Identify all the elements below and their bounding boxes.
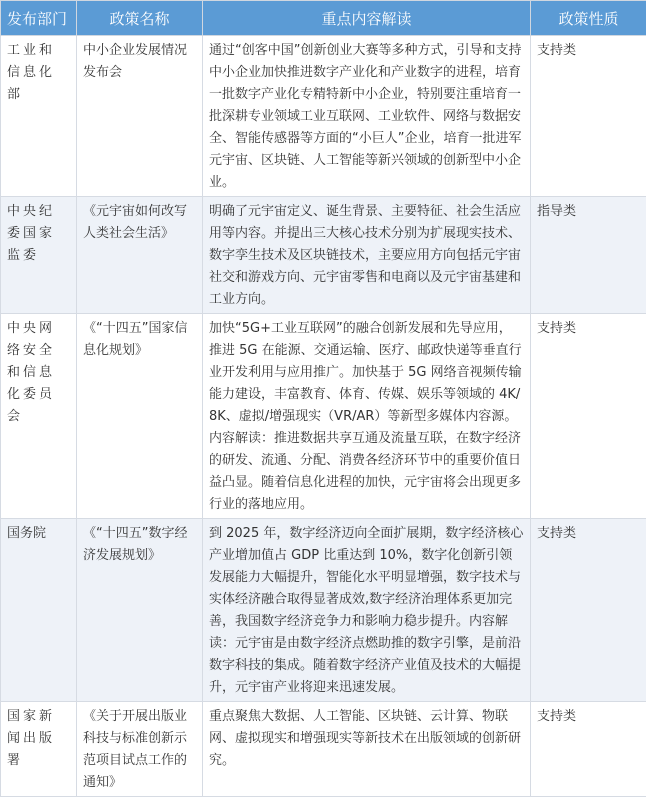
table-row	[1, 702, 646, 797]
table-row	[1, 314, 646, 519]
table-row	[1, 197, 646, 314]
cell-nature: 支持类	[531, 702, 646, 797]
cell-policy-name: 《“十四五”国家信息化规划》	[77, 314, 203, 519]
cell-content: 加快“5G+工业互联网”的融合创新发展和先导应用，推进 5G 在能源、交通运输、医疗、邮政快递等垂直行业开发利用与应用推广。加快基于 5G 网络音视频传输能力建设，丰富教育、体育、传媒、娱乐等领域的 4K/8K、虚拟/增强现实（VR/AR）等新型多媒体内容源。内容解读：推进数据共享互通及流量互联，在数字经济的研发、流通、分配、消费各经济环节中的重要价值日益凸显。随着信息化进程的加快，元宇宙将会出现更多行业的落地应用。	[203, 314, 531, 519]
cell-policy-name: 《元宇宙如何改写人类社会生活》	[77, 197, 203, 314]
cell-nature: 指导类	[531, 197, 646, 314]
cell-nature: 支持类	[531, 519, 646, 702]
header-nature: 政策性质	[531, 1, 646, 36]
table-row	[1, 36, 646, 197]
cell-nature: 支持类	[531, 36, 646, 197]
cell-content: 通过“创客中国”创新创业大赛等多种方式，引导和支持中小企业加快推进数字产业化和产业数字的进程，培育一批数字产业化专精特新中小企业，特别要注重培育一批深耕专业领域工业互联网、工业软件、网络与数据安全、智能传感器等方面的“小巨人”企业，培育一批进军元宇宙、区块链、人工智能等新兴领域的创新型中小企业。	[203, 36, 531, 197]
cell-department: 国务院	[1, 519, 77, 702]
cell-department: 国家新闻出版署	[1, 702, 77, 797]
cell-nature: 支持类	[531, 314, 646, 519]
cell-department: 中央纪委国家监委	[1, 197, 77, 314]
cell-policy-name: 《“十四五”数字经济发展规划》	[77, 519, 203, 702]
table-row	[1, 519, 646, 702]
cell-content: 明确了元宇宙定义、诞生背景、主要特征、社会生活应用等内容。并提出三大核心技术分别为扩展现实技术、数字孪生技术及区块链技术，主要应用方向包括元宇宙社交和游戏方向、元宇宙零售和电商以及元宇宙基建和工业方向。	[203, 197, 531, 314]
header-department: 发布部门	[1, 1, 77, 36]
table-header-row	[1, 1, 646, 36]
cell-policy-name: 《关于开展出版业科技与标准创新示范项目试点工作的通知》	[77, 702, 203, 797]
cell-content: 到 2025 年，数字经济迈向全面扩展期，数字经济核心产业增加值占 GDP 比重达到 10%，数字化创新引领发展能力大幅提升，智能化水平明显增强，数字技术与实体经济融合取得显著成效,数字经济治理体系更加完善，我国数字经济竞争力和影响力稳步提升。内容解读：元宇宙是由数字经济点燃助推的数字引擎，是前沿数字科技的集成。随着数字经济产业值及技术的大幅提升，元宇宙产业将迎来迅速发展。	[203, 519, 531, 702]
cell-content: 重点聚焦大数据、人工智能、区块链、云计算、物联网、虚拟现实和增强现实等新技术在出版领域的创新研究。	[203, 702, 531, 797]
cell-department: 中央网络安全和信息化委员会	[1, 314, 77, 519]
cell-department: 工业和信息化部	[1, 36, 77, 197]
header-policy-name: 政策名称	[77, 1, 203, 36]
header-content: 重点内容解读	[203, 1, 531, 36]
cell-policy-name: 中小企业发展情况发布会	[77, 36, 203, 197]
